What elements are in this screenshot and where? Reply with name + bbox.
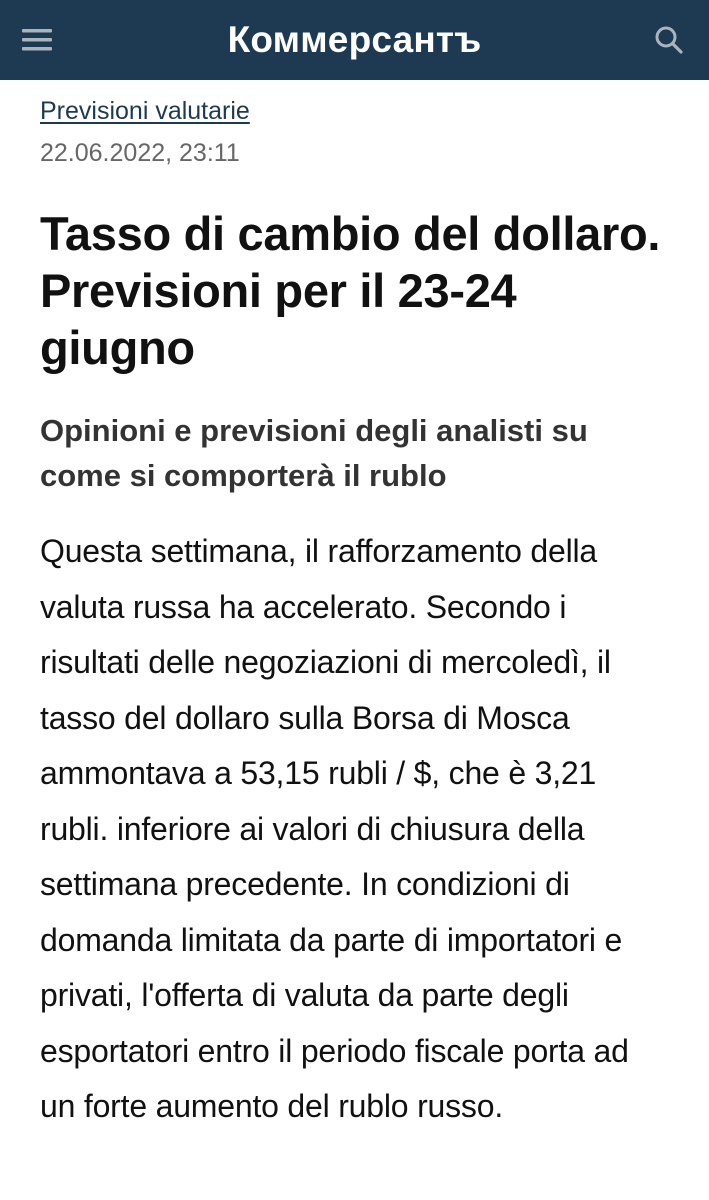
rubric-link[interactable]: Previsioni valutarie bbox=[40, 97, 250, 125]
article-subtitle: Opinioni e previsioni degli analisti su come si comporterà il rublo bbox=[40, 413, 588, 493]
publication-date: 22.06.2022, 23:11 bbox=[40, 139, 240, 167]
article-body: Questa settimana, il rafforzamento della valuta russa ha accelerato. Secondo i risultati delle negoziazioni di mercoledì, il tasso del dollaro sulla Borsa di Mosca ammontava a 53,15 rubli / $, che è 3,21 rubli. inferiore ai valori di chiusura della settimana precedente. In condizioni di domanda limitata da parte di importatori e privati, l'offerta di valuta da parte degli esportatori entro il periodo fiscale porta ad un forte aumento del rublo russo. bbox=[40, 533, 629, 1124]
hamburger-menu-icon[interactable] bbox=[22, 26, 54, 54]
article-title: Tasso di cambio del dollaro. Previsioni per il 23-24 giugno bbox=[40, 207, 661, 374]
search-icon[interactable] bbox=[653, 24, 685, 56]
article bbox=[0, 80, 709, 1135]
site-logo[interactable]: Коммерсантъ bbox=[227, 18, 482, 60]
top-navigation-bar bbox=[0, 0, 709, 80]
